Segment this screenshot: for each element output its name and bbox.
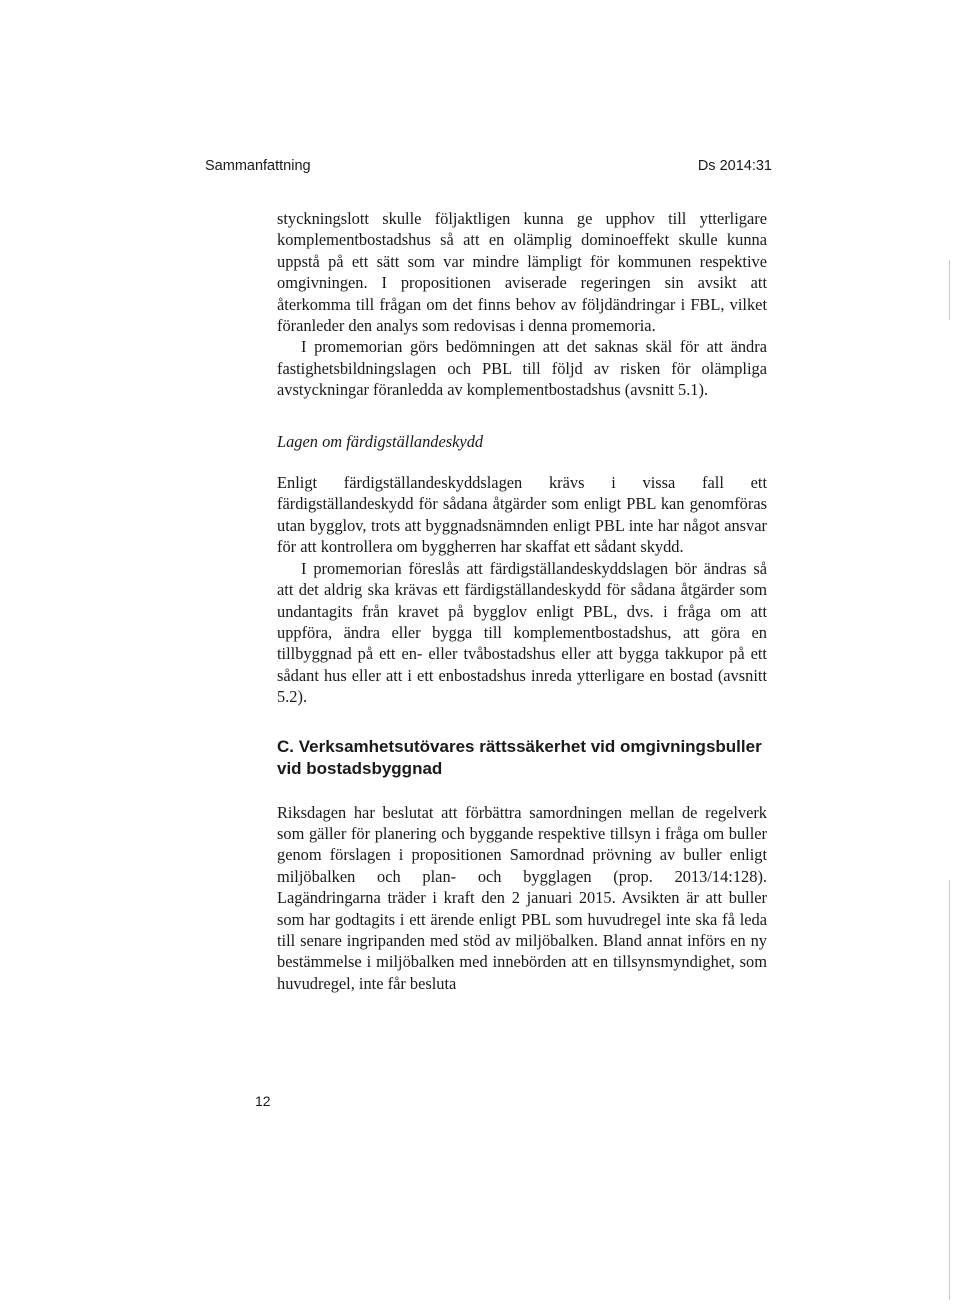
body-paragraph: I promemorian föreslås att färdigställandeskyddslagen bör ändras så att det aldrig ska krävas ett färdigställandeskydd för sådana åtgärder som undantagits från kravet på bygglov enligt PBL, dvs. i fråga om att uppföra, ändra eller bygga till komplementbostadshus, att göra en tillbyggnad på ett en- eller tvåbostadshus eller att bygga takkupor på ett sådant hus eller att i ett enbostadshus inreda ytterligare en bostad (avsnitt 5.2). (277, 558, 767, 707)
page-number: 12 (255, 1093, 271, 1109)
subsection-heading: Lagen om färdigställandeskydd (277, 431, 484, 451)
body-paragraph: I promemorian görs bedömningen att det saknas skäl för att ändra fastighetsbildningslagen och PBL till följd av risken för olämpliga avstyckningar föranledda av komplementbostadshus (avsnitt 5.1). (277, 337, 767, 400)
running-header (205, 158, 772, 180)
scan-edge-mark (949, 880, 950, 1300)
header-document-id: Ds 2014:31 (697, 158, 772, 174)
body-paragraph: Enligt färdigställandeskyddslagen krävs i vissa fall ett färdigställandeskydd för sådana åtgärder som enligt PBL kan genomföras utan bygglov, trots att byggnadsnämnden enligt PBL inte har något ansvar för att kontrollera om byggherren har skaffat ett sådant skydd. (277, 473, 767, 557)
scan-edge-mark (949, 260, 950, 320)
body-paragraph: styckningslott skulle följaktligen kunna ge upphov till ytterligare komplementbostadshus så att en olämplig dominoeffekt skulle kunna uppstå på ett sätt som var mindre lämpligt för kommunen respektive omgivningen. I propositionen aviserade regeringen sin avsikt att återkomma till frågan om det finns behov av följdändringar i FBL, vilket föranleder den analys som redovisas i denna promemoria. (277, 209, 767, 336)
section-heading: C. Verksamhetsutövares rättssäkerhet vid omgivningsbuller vid bostadsbyggnad (277, 736, 762, 778)
header-section-title: Sammanfattning (205, 158, 311, 174)
page-body (277, 208, 767, 994)
body-paragraph: Riksdagen har beslutat att förbättra samordningen mellan de regelverk som gäller för planering och byggande respektive tillsyn i fråga om buller genom förslagen i propositionen Samordnad prövning av buller enligt miljöbalken och plan- och bygglagen (prop. 2013/14:128). Lagändringarna träder i kraft den 2 januari 2015. Avsikten är att buller som har godtagits i ett ärende enligt PBL som huvudregel inte ska få leda till senare ingripanden med stöd av miljöbalken. Bland annat införs en ny bestämmelse i miljöbalken med innebörden att en tillsynsmyndighet, som huvudregel, inte får besluta (277, 802, 767, 993)
